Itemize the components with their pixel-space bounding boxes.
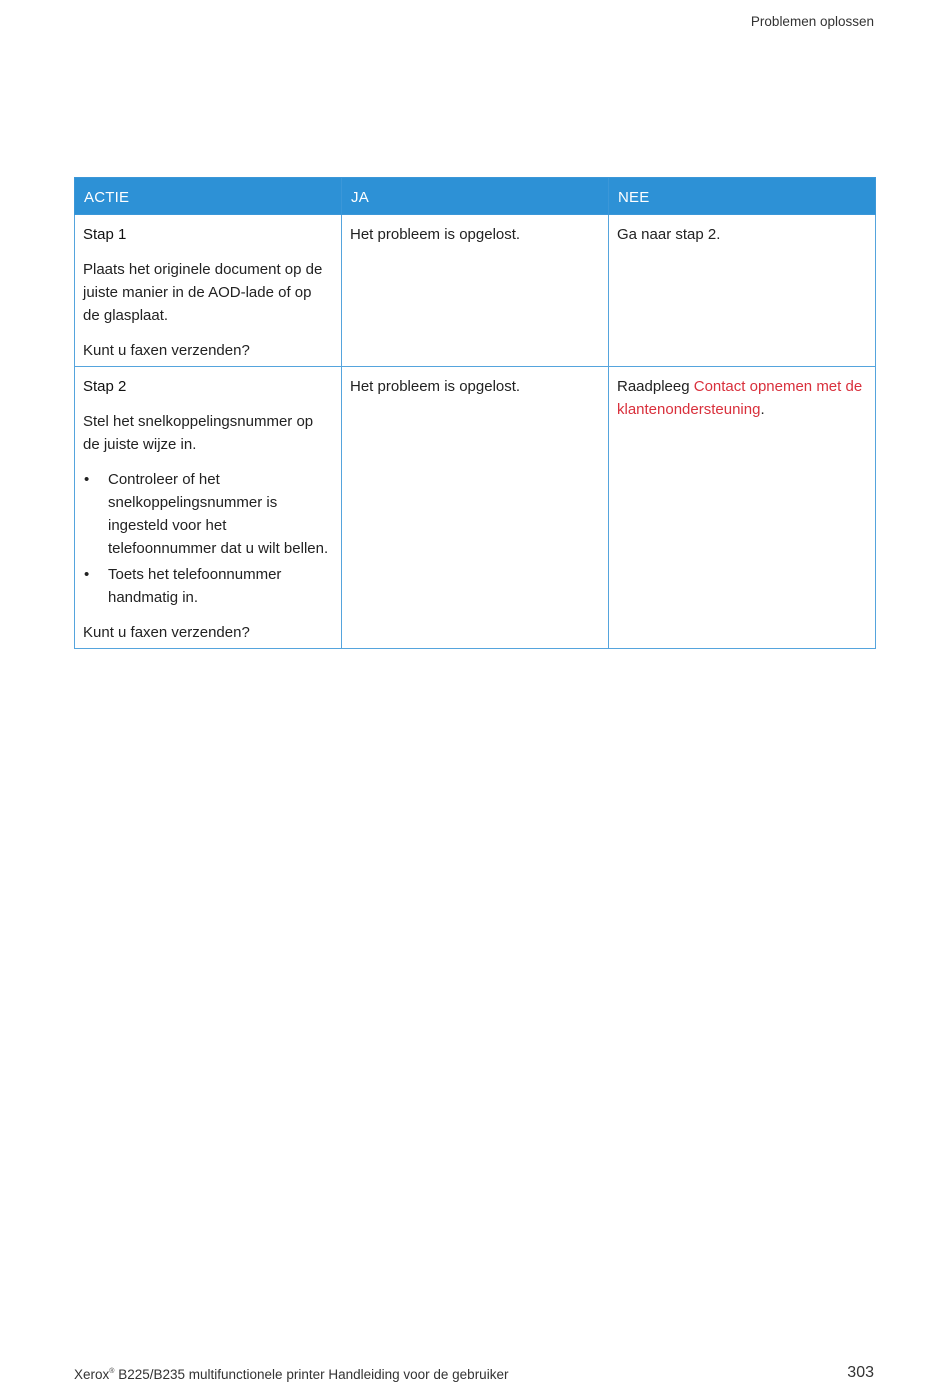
- action-text: Stel het snelkoppelingsnummer op de juiste wijze in.: [83, 413, 314, 453]
- footer-product: B225/B235 multifunctionele printer Handleiding voor de gebruiker: [114, 1367, 509, 1382]
- yes-text: Het probleem is opgelost.: [350, 378, 521, 395]
- no-cell: [609, 367, 876, 649]
- table-header-row: [75, 178, 876, 215]
- troubleshooting-table: [74, 177, 876, 649]
- action-text: Plaats het originele document op de juiste manier in de AOD-lade of op de glasplaat.: [83, 261, 323, 324]
- customer-support-link[interactable]: Contact opnemen met de klantenondersteuning: [617, 378, 863, 418]
- column-header-nee: NEE: [609, 178, 876, 215]
- yes-cell: [342, 367, 609, 649]
- step-title: Stap 1: [83, 226, 127, 243]
- column-header-actie: ACTIE: [75, 178, 342, 215]
- running-header: Problemen oplossen: [750, 14, 874, 29]
- action-cell: [75, 215, 342, 367]
- bullet-list: [83, 468, 332, 609]
- yes-cell: [342, 215, 609, 367]
- no-cell: [609, 215, 876, 367]
- step-question: Kunt u faxen verzenden?: [83, 342, 250, 359]
- step-title: Stap 2: [83, 378, 127, 395]
- step-question: Kunt u faxen verzenden?: [83, 624, 250, 641]
- no-text: Ga naar stap 2.: [617, 226, 721, 243]
- bullet-item: • Toets het telefoonnummer handmatig in.: [83, 563, 332, 609]
- trademark-symbol: ®: [109, 1368, 115, 1375]
- table-row: [75, 215, 876, 367]
- bullet-item: • Controleer of het snelkoppelingsnummer is ingesteld voor het telefoonnummer dat u wilt bellen.: [83, 468, 332, 560]
- table-row: [75, 367, 876, 649]
- column-header-ja: JA: [342, 178, 609, 215]
- footer-title: [74, 1367, 508, 1382]
- yes-text: Het probleem is opgelost.: [350, 226, 521, 243]
- no-text-suffix: .: [760, 401, 765, 418]
- no-text-prefix: Raadpleeg: [617, 378, 694, 395]
- action-cell: [75, 367, 342, 649]
- footer-brand: Xerox: [74, 1367, 110, 1382]
- page-number: 303: [847, 1364, 874, 1381]
